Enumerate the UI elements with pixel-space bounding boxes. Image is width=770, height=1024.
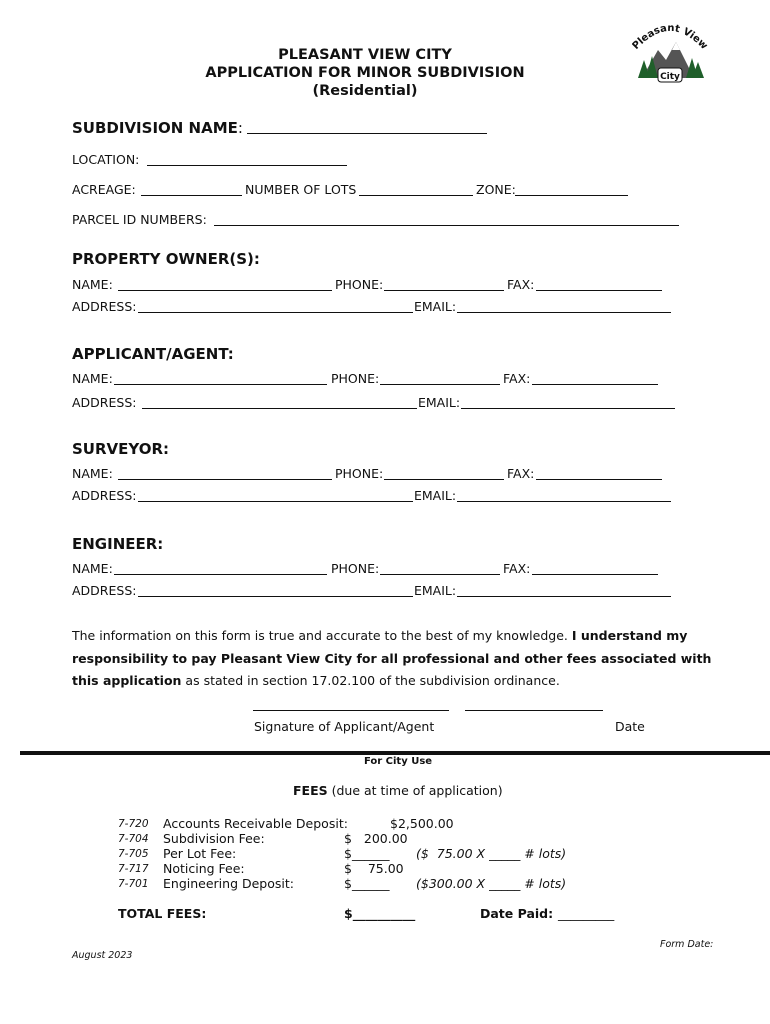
city-name: PLEASANT VIEW CITY — [278, 47, 452, 63]
applicant-fax-field[interactable] — [532, 384, 658, 385]
engineer-fax-label: FAX: — [503, 561, 531, 576]
section-heading-owner: PROPERTY OWNER(S): — [72, 250, 260, 268]
subdivision-name-label: SUBDIVISION NAME — [72, 119, 238, 137]
logo-arc-text: leasant View — [636, 22, 708, 52]
owner-fax-label: FAX: — [507, 277, 535, 292]
form-subtitle: (Residential) — [312, 83, 418, 99]
owner-address-label: ADDRESS: — [72, 299, 137, 314]
engineer-email-label: EMAIL: — [414, 583, 457, 598]
acreage-field[interactable] — [141, 195, 242, 196]
fee-amount: $2,500.00 — [390, 816, 454, 831]
total-fees-value: $__________ — [344, 906, 416, 921]
total-fees-label: TOTAL FEES: — [118, 906, 207, 921]
surveyor-address-field[interactable] — [138, 501, 413, 502]
form-title: APPLICATION FOR MINOR SUBDIVISION — [205, 65, 525, 81]
surveyor-fax-label: FAX: — [507, 466, 535, 481]
owner-phone-label: PHONE: — [335, 277, 384, 292]
engineer-phone-label: PHONE: — [331, 561, 380, 576]
fee-code: 7-717 — [118, 863, 149, 875]
surveyor-email-label: EMAIL: — [414, 488, 457, 503]
owner-name-label: NAME: — [72, 277, 113, 292]
applicant-fax-label: FAX: — [503, 371, 531, 386]
fees-heading: FEES (due at time of application) — [293, 783, 503, 798]
parcel-id-field[interactable] — [214, 225, 679, 226]
city-use-label: For City Use — [363, 756, 433, 767]
location-label: LOCATION: — [72, 152, 140, 167]
surveyor-phone-label: PHONE: — [335, 466, 384, 481]
logo-city-text: City — [660, 72, 680, 82]
fee-code: 7-704 — [118, 833, 149, 845]
subdivision-name-row: SUBDIVISION NAME: — [72, 119, 243, 137]
location-field[interactable] — [147, 165, 347, 166]
section-heading-applicant: APPLICANT/AGENT: — [72, 345, 234, 363]
parcel-id-label: PARCEL ID NUMBERS: — [72, 212, 207, 227]
fee-amount: $______ — [344, 846, 390, 861]
applicant-email-field[interactable] — [461, 408, 675, 409]
applicant-phone-label: PHONE: — [331, 371, 380, 386]
applicant-email-label: EMAIL: — [418, 395, 461, 410]
fee-code: 7-705 — [118, 848, 149, 860]
city-use-divider — [20, 751, 770, 755]
owner-name-field[interactable] — [118, 290, 332, 291]
engineer-phone-field[interactable] — [380, 574, 500, 575]
signature-date-field[interactable] — [465, 710, 603, 711]
fee-amount: $______ — [344, 876, 390, 891]
engineer-address-label: ADDRESS: — [72, 583, 137, 598]
fee-code: 7-701 — [118, 878, 149, 890]
revision-date: August 2023 — [72, 950, 133, 961]
number-of-lots-label: NUMBER OF LOTS — [245, 182, 357, 197]
engineer-address-field[interactable] — [138, 596, 413, 597]
owner-email-label: EMAIL: — [414, 299, 457, 314]
signature-label: Signature of Applicant/Agent — [254, 719, 435, 734]
zone-field[interactable] — [515, 195, 628, 196]
fee-amount: $ 200.00 — [344, 831, 408, 846]
form-date-label: Form Date: — [660, 939, 714, 950]
fee-name: Engineering Deposit: — [163, 876, 294, 891]
surveyor-address-label: ADDRESS: — [72, 488, 137, 503]
engineer-fax-field[interactable] — [532, 574, 658, 575]
engineer-name-field[interactable] — [114, 574, 327, 575]
owner-email-field[interactable] — [457, 312, 671, 313]
surveyor-email-field[interactable] — [457, 501, 671, 502]
applicant-phone-field[interactable] — [380, 384, 500, 385]
acreage-label: ACREAGE: — [72, 182, 136, 197]
subdivision-name-field[interactable] — [247, 133, 487, 134]
surveyor-fax-field[interactable] — [536, 479, 662, 480]
fee-code: 7-720 — [118, 818, 149, 830]
section-heading-engineer: ENGINEER: — [72, 535, 164, 553]
fee-name: Per Lot Fee: — [163, 846, 237, 861]
owner-address-field[interactable] — [138, 312, 413, 313]
fee-amount: $ 75.00 — [344, 861, 404, 876]
fee-name: Accounts Receivable Deposit: — [163, 816, 348, 831]
date-label: Date — [615, 719, 645, 734]
section-heading-surveyor: SURVEYOR: — [72, 440, 170, 458]
owner-fax-field[interactable] — [536, 290, 662, 291]
surveyor-name-label: NAME: — [72, 466, 113, 481]
engineer-name-label: NAME: — [72, 561, 113, 576]
fee-note: ($300.00 X _____ # lots) — [416, 876, 567, 891]
date-paid-value: _________ — [558, 906, 615, 921]
zone-label: ZONE: — [476, 182, 516, 197]
acknowledgement-statement: The information on this form is true and accurate to the best of my knowledge. I understand my responsibility to pay Pleasant View City for all professional and other fees associated with this application as stated in section 17.02.100 of the subdivision ordinance. — [72, 628, 712, 688]
surveyor-name-field[interactable] — [118, 479, 332, 480]
fee-note: ($ 75.00 X _____ # lots) — [416, 846, 567, 861]
fee-name: Subdivision Fee: — [163, 831, 265, 846]
applicant-address-label: ADDRESS: — [72, 395, 137, 410]
applicant-address-field[interactable] — [142, 408, 417, 409]
number-of-lots-field[interactable] — [359, 195, 473, 196]
applicant-name-label: NAME: — [72, 371, 113, 386]
signature-field[interactable] — [253, 710, 449, 711]
fee-name: Noticing Fee: — [163, 861, 245, 876]
owner-phone-field[interactable] — [384, 290, 504, 291]
applicant-name-field[interactable] — [114, 384, 327, 385]
date-paid-label: Date Paid: — [480, 906, 554, 921]
engineer-email-field[interactable] — [457, 596, 671, 597]
surveyor-phone-field[interactable] — [384, 479, 504, 480]
